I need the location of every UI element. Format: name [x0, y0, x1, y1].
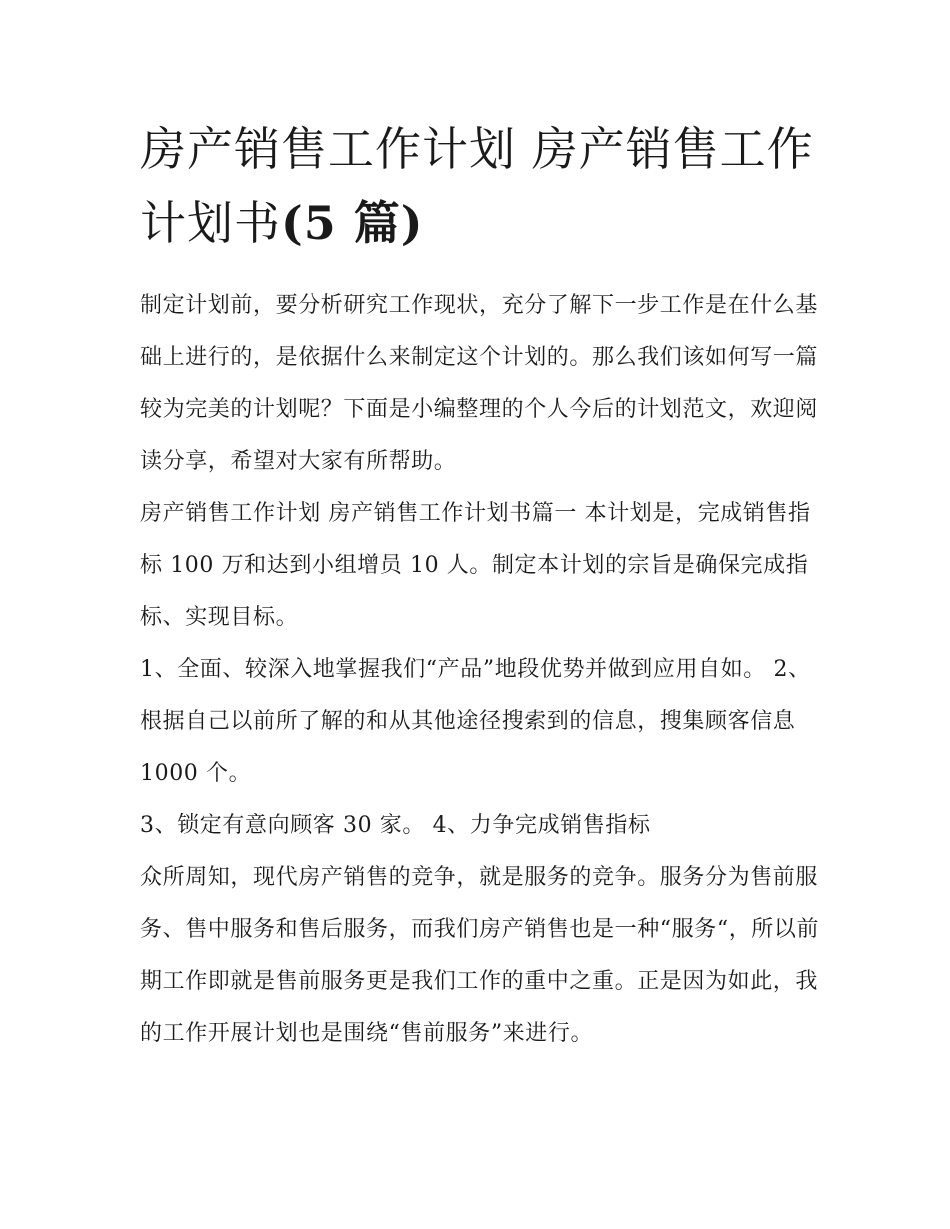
document-page	[140, 112, 820, 1060]
intro-paragraph: 制定计划前，要分析研究工作现状，充分了解下一步工作是在什么基础上进行的，是依据什么来制定这个计划的。那么我们该如何写一篇较为完美的计划呢？下面是小编整理的个人今后的计划范文，欢迎阅读分享，希望对大家有所帮助。	[140, 293, 819, 474]
goals-3-4-paragraph: 3、锁定有意向顾客 30 家。 4、力争完成销售指标	[140, 813, 651, 838]
document-title	[140, 112, 820, 260]
title-count: (5 篇)	[281, 196, 424, 250]
plan-summary-paragraph: 房产销售工作计划 房产销售工作计划书篇一 本计划是，完成销售指标 100 万和达到小组增员 10 人。制定本计划的宗旨是确保完成指标、实现目标。	[140, 501, 811, 630]
title-text: 房产销售工作计划 房产销售工作计划书	[140, 122, 814, 250]
document-body	[140, 280, 820, 1060]
goals-1-2-paragraph: 1、全面、较深入地掌握我们“产品”地段优势并做到应用自如。 2、根据自己以前所了解的和从其他途径搜索到的信息，搜集顾客信息 1000 个。	[140, 657, 811, 786]
service-paragraph: 众所周知，现代房产销售的竞争，就是服务的竞争。服务分为售前服务、售中服务和售后服务，而我们房产销售也是一种“服务“，所以前期工作即就是售前服务更是我们工作的重中之重。正是因为如此，我的工作开展计划也是围绕“售前服务”来进行。	[140, 865, 820, 1046]
